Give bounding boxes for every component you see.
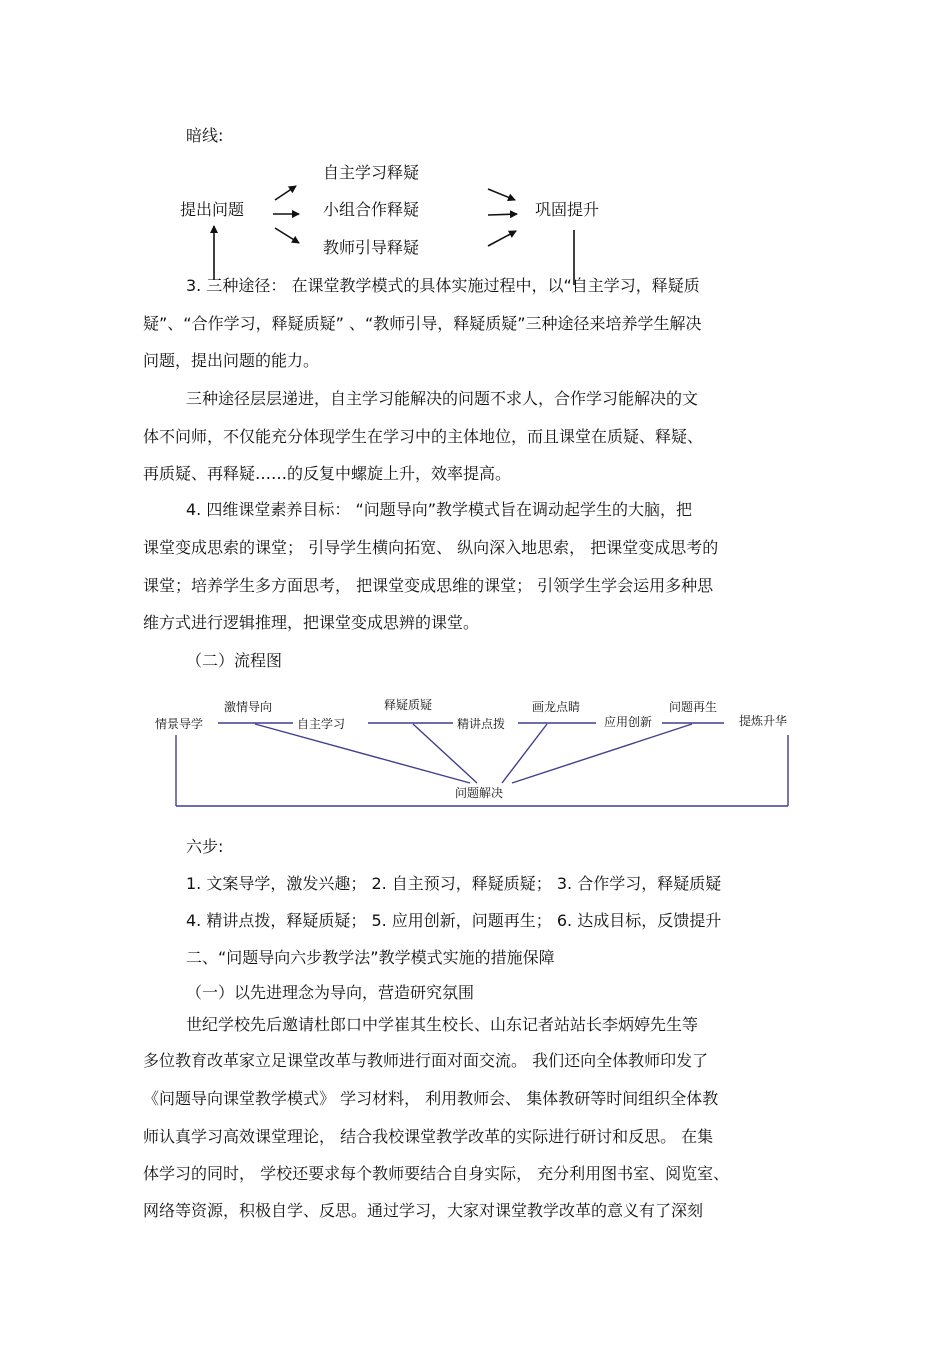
diagram-branch-1: 自主学习释疑 [323,163,420,182]
six-steps-heading: 六步: [186,837,224,856]
flow-lower-2: 自主学习 [297,717,346,731]
section2-para-line1: 世纪学校先后邀请杜郎口中学崔其生校长、山东记者站站长李炳婷先生等 [186,1015,699,1034]
flow-spoke-4 [512,724,692,783]
flow-spoke-1 [255,724,470,783]
flow-center-node: 问题解决 [455,786,504,800]
flow-heading: （二）流程图 [186,651,283,670]
section2-title: 二、“问题导向六步教学法”教学模式实施的措施保障 [186,948,555,967]
flow-lower-1: 情景导学 [155,717,204,731]
para4-line3: 课堂；培养学生多方面思考， 把课堂变成思维的课堂； 引领学生学会运用多种思 [143,576,714,595]
flow-upper-2: 释疑质疑 [384,698,433,712]
section2-para-line6: 网络等资源，积极自学、反思。通过学习，大家对课堂教学改革的意义有了深刻 [143,1201,704,1220]
flow-lower-4: 应用创新 [604,715,653,729]
flow-lower-5: 提炼升华 [739,714,788,728]
flow-upper-3: 画龙点睛 [532,700,581,714]
para3-line3: 问题，提出问题的能力。 [143,351,320,370]
diagram-start-node: 提出问题 [180,200,245,219]
para-layer-line2: 体不问师，不仅能充分体现学生在学习中的主体地位，而且课堂在质疑、释疑、 [143,427,704,446]
para4-line1: 4. 四维课堂素养目标： “问题导向”教学模式旨在调动起学生的大脑，把 [186,500,693,519]
para3-line1: 3. 三种途径： 在课堂教学模式的具体实施过程中，以“自主学习，释疑质 [186,276,700,295]
section2-para-line4: 师认真学习高效课堂理论， 结合我校课堂教学改革的实际进行研讨和反思。 在集 [143,1127,714,1146]
six-steps-row2: 4. 精讲点拨，释疑质疑； 5. 应用创新，问题再生； 6. 达成目标，反馈提升 [186,911,722,930]
para-layer-line1: 三种途径层层递进，自主学习能解决的问题不求人，合作学习能解决的文 [186,389,699,408]
flow-lower-3: 精讲点拨 [457,717,506,731]
para4-line4: 维方式进行逻辑推理，把课堂变成思辨的课堂。 [143,613,480,632]
flow-upper-4: 问题再生 [669,700,718,714]
section-heading-anxian: 暗线: [186,126,224,145]
section2-para-line5: 体学习的同时， 学校还要求每个教师要结合自身实际， 充分利用图书室、阅览室、 [143,1164,730,1183]
section2-para-line2: 多位教育改革家立足课堂改革与教师进行面对面交流。 我们还向全体教师印发了 [143,1051,709,1070]
diagram-branch-2: 小组合作释疑 [323,200,420,219]
section2-subheading: （一）以先进理念为导向，营造研究氛围 [186,983,475,1002]
para3-line2: 疑”、“合作学习，释疑质疑” 、“教师引导，释疑质疑”三种途径来培养学生解决 [143,314,702,333]
six-steps-row1: 1. 文案导学，激发兴趣； 2. 自主预习，释疑质疑； 3. 合作学习，释疑质疑 [186,874,722,893]
para-layer-line3: 再质疑、再释疑……的反复中螺旋上升，效率提高。 [143,464,512,483]
flow-spoke-2 [413,724,477,783]
diagram-end-node: 巩固提升 [535,200,600,219]
diagram-branch-3: 教师引导释疑 [323,238,420,257]
para4-line2: 课堂变成思索的课堂； 引导学生横向拓宽、 纵向深入地思索， 把课堂变成思考的 [143,538,719,557]
section2-para-line3: 《问题导向课堂教学模式》 学习材料， 利用教师会、 集体教研等时间组织全体教 [143,1089,719,1108]
flow-upper-1: 激情导向 [224,700,273,714]
